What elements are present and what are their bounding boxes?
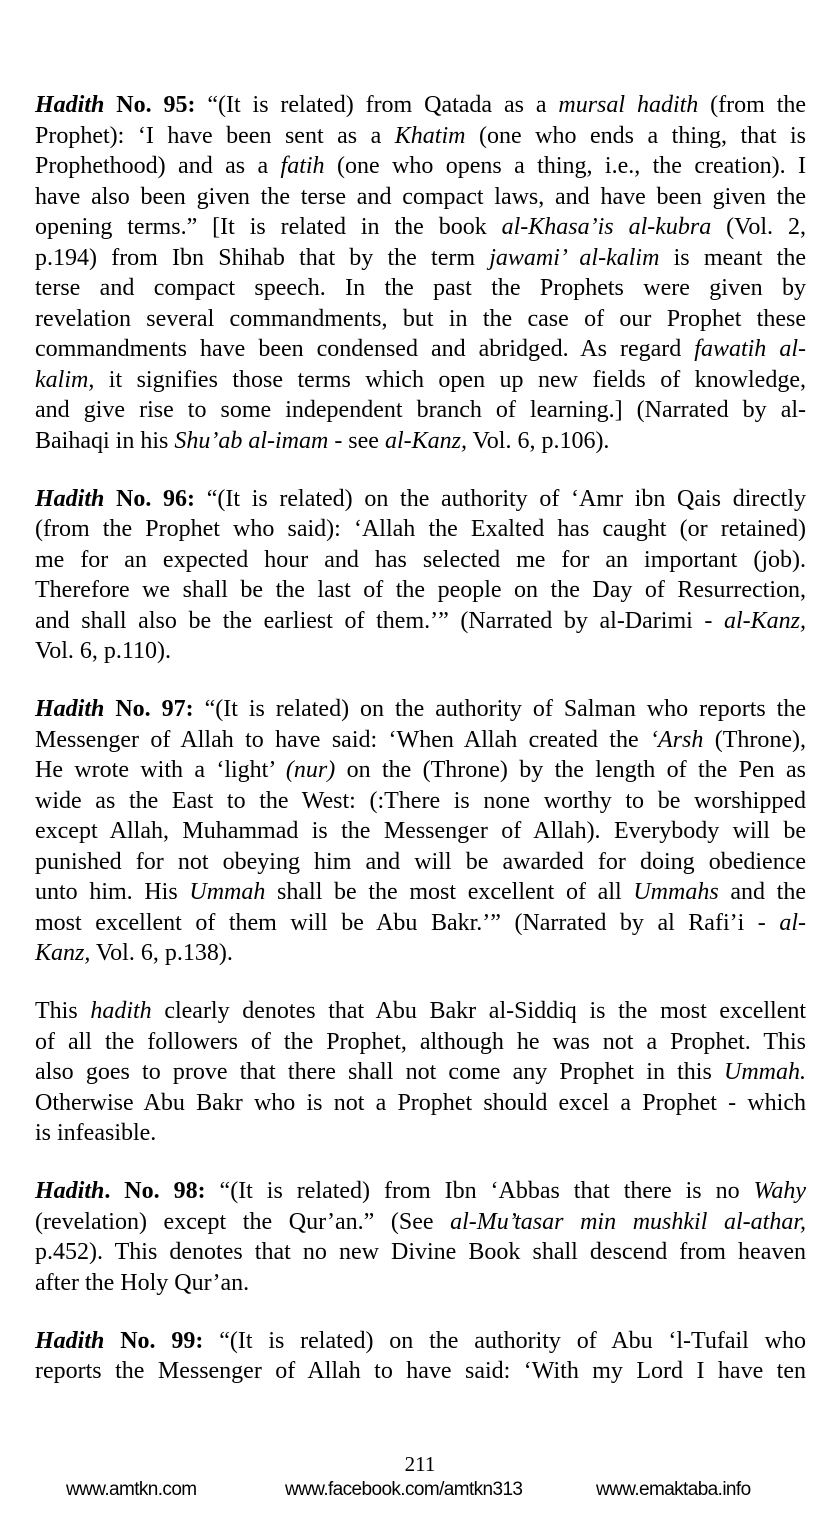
text-span: on the (Throne) by the length of the Pen as bbox=[335, 757, 806, 783]
text-span: Vol. 6, p.106). bbox=[466, 427, 610, 454]
text-span: - see bbox=[328, 427, 385, 454]
italic-term: (nur) bbox=[285, 757, 336, 783]
italic-term: fatih bbox=[280, 153, 325, 179]
hadith-label: Hadith bbox=[35, 1178, 105, 1204]
italic-term: Khatim bbox=[394, 122, 466, 149]
italic-term: Ummah. bbox=[724, 1059, 806, 1085]
italic-term: Shu’ab al-imam bbox=[174, 427, 329, 454]
hadith-number: No. 99: bbox=[104, 1327, 204, 1354]
text-line bbox=[35, 273, 806, 304]
italic-term: al-Kanz, bbox=[723, 607, 806, 634]
text-line bbox=[35, 847, 806, 878]
text-line bbox=[35, 395, 806, 426]
text-span: (one who opens a thing, i.e., the creation). I bbox=[324, 153, 806, 179]
italic-term: al- bbox=[779, 909, 806, 936]
text-line bbox=[35, 1268, 806, 1299]
text-span: wide as the East to the West: (:There is none worthy to be worshipped bbox=[35, 787, 806, 814]
text-span: Prophethood) and as a bbox=[35, 153, 281, 179]
text-line bbox=[35, 1237, 806, 1268]
italic-term: al-Mu’tasar min mushkil al-athar, bbox=[450, 1208, 806, 1235]
hadith-paragraph bbox=[35, 484, 806, 667]
text-line bbox=[35, 908, 806, 939]
text-span: Prophet): ‘I have been sent as a bbox=[35, 122, 395, 149]
hadith-number: No. 96: bbox=[104, 485, 196, 512]
italic-term: Kanz, bbox=[35, 940, 91, 966]
text-span: shall be the most excellent of all bbox=[265, 879, 634, 905]
text-line bbox=[35, 365, 806, 396]
text-line bbox=[35, 1088, 806, 1119]
hadith-label: Hadith bbox=[35, 696, 105, 722]
text-span: me for an expected hour and has selected me for an important (job). bbox=[35, 546, 806, 573]
italic-term: Wahy bbox=[753, 1178, 807, 1204]
text-span: punished for not obeying him and will be awarded for doing obedience bbox=[35, 848, 806, 875]
italic-term: fawatih al- bbox=[694, 336, 806, 362]
text-line bbox=[35, 514, 806, 545]
text-span: Baihaqi in his bbox=[35, 427, 175, 454]
text-span: and give rise to some independent branch of learning.] (Narrated by al- bbox=[35, 397, 806, 423]
italic-term: kalim, bbox=[35, 366, 95, 393]
text-line bbox=[35, 636, 806, 667]
hadith-paragraph bbox=[35, 996, 806, 1149]
text-span: opening terms.” [It is related in the book bbox=[35, 214, 502, 240]
italic-term: hadith bbox=[90, 998, 152, 1024]
text-span: He wrote with a ‘light’ bbox=[35, 757, 286, 783]
text-line bbox=[35, 725, 806, 756]
text-line bbox=[35, 121, 806, 152]
text-span: (revelation) except the Qur’an.” (See bbox=[35, 1208, 451, 1235]
document-body bbox=[35, 90, 806, 1414]
text-line bbox=[35, 243, 806, 274]
italic-term: jawami’ al-kalim bbox=[489, 244, 660, 271]
text-span: Therefore we shall be the last of the people on the Day of Resurrection, bbox=[35, 577, 806, 603]
hadith-paragraph bbox=[35, 1326, 806, 1387]
italic-term: Ummah bbox=[189, 879, 266, 905]
text-line bbox=[35, 786, 806, 817]
text-span: “(It is related) on the authority of Salman who reports the bbox=[193, 696, 806, 722]
text-line bbox=[35, 1176, 806, 1207]
text-line bbox=[35, 1118, 806, 1149]
hadith-number: No. 97: bbox=[104, 696, 194, 722]
text-span: “(It is related) on the authority of ‘Amr ibn Qais directly bbox=[195, 485, 806, 512]
italic-term: al-Khasa’is al-kubra bbox=[501, 214, 712, 240]
text-span: (one who ends a thing, that is bbox=[465, 122, 807, 149]
italic-term: al-Kanz, bbox=[384, 427, 467, 454]
footer-link-facebook[interactable]: www.facebook.com/amtkn313 bbox=[285, 1479, 523, 1500]
italic-term: ‘Arsh bbox=[649, 726, 704, 753]
hadith-label: Hadith bbox=[35, 1327, 105, 1354]
text-line bbox=[35, 1057, 806, 1088]
text-line bbox=[35, 996, 806, 1027]
text-span: after the Holy Qur’an. bbox=[35, 1269, 250, 1296]
text-span: also goes to prove that there shall not come any Prophet in this bbox=[35, 1059, 724, 1085]
text-line bbox=[35, 304, 806, 335]
text-span: (Throne), bbox=[703, 726, 807, 753]
hadith-paragraph bbox=[35, 1176, 806, 1298]
text-span: revelation several commandments, but in the case of our Prophet these bbox=[35, 305, 806, 332]
hadith-paragraph bbox=[35, 694, 806, 969]
text-line bbox=[35, 938, 806, 969]
text-span: p.452). This denotes that no new Divine Book shall descend from heaven bbox=[35, 1239, 806, 1265]
text-span: of all the followers of the Prophet, although he was not a Prophet. This bbox=[35, 1028, 806, 1055]
italic-term: mursal hadith bbox=[558, 92, 699, 118]
text-span: (Vol. 2, bbox=[711, 214, 806, 240]
text-span: and shall also be the earliest of them.’” (Narrated by al-Darimi - bbox=[35, 607, 724, 634]
text-line bbox=[35, 484, 806, 515]
text-line bbox=[35, 1027, 806, 1058]
text-span: it signifies those terms which open up new fields of knowledge, bbox=[94, 366, 806, 393]
text-line bbox=[35, 1326, 806, 1357]
text-span: “(It is related) on the authority of Abu ‘l-Tufail who bbox=[203, 1327, 807, 1354]
hadith-paragraph bbox=[35, 90, 806, 456]
text-line bbox=[35, 426, 806, 457]
text-line bbox=[35, 1356, 806, 1387]
text-span: p.194) from Ibn Shihab that by the term bbox=[35, 244, 490, 271]
footer-link-emaktaba[interactable]: www.emaktaba.info bbox=[596, 1479, 751, 1500]
text-line bbox=[35, 545, 806, 576]
text-line bbox=[35, 90, 806, 121]
page-number: 211 bbox=[404, 1452, 436, 1476]
text-span: commandments have been condensed and abridged. As regard bbox=[35, 336, 695, 362]
text-line bbox=[35, 575, 806, 606]
text-span: clearly denotes that Abu Bakr al-Siddiq is the most excellent bbox=[151, 998, 807, 1024]
text-span: Otherwise Abu Bakr who is not a Prophet should excel a Prophet - which bbox=[35, 1089, 806, 1116]
hadith-label: Hadith bbox=[35, 92, 105, 118]
text-line bbox=[35, 755, 806, 786]
footer-link-amtkn[interactable]: www.amtkn.com bbox=[66, 1479, 197, 1500]
text-span: and the bbox=[718, 879, 807, 905]
text-span: Vol. 6, p.138). bbox=[90, 940, 233, 966]
hadith-number: . No. 98: bbox=[104, 1178, 206, 1204]
hadith-label: Hadith bbox=[35, 485, 105, 512]
text-span: “(It is related) from Qatada as a bbox=[195, 92, 559, 118]
text-span: “(It is related) from Ibn ‘Abbas that there is no bbox=[205, 1178, 754, 1204]
text-span: unto him. His bbox=[35, 879, 190, 905]
italic-term: Ummahs bbox=[633, 879, 719, 905]
text-span: except Allah, Muhammad is the Messenger of Allah). Everybody will be bbox=[35, 818, 806, 844]
text-line bbox=[35, 606, 806, 637]
text-span: is infeasible. bbox=[35, 1120, 157, 1146]
text-line bbox=[35, 334, 806, 365]
hadith-number: No. 95: bbox=[104, 92, 196, 118]
text-line bbox=[35, 694, 806, 725]
text-line bbox=[35, 212, 806, 243]
text-span: Vol. 6, p.110). bbox=[35, 638, 172, 664]
text-line bbox=[35, 877, 806, 908]
text-line bbox=[35, 1207, 806, 1238]
text-span: (from the Prophet who said): ‘Allah the Exalted has caught (or retained) bbox=[35, 516, 806, 542]
text-span: most excellent of them will be Abu Bakr.’” (Narrated by al Rafi’i - bbox=[35, 909, 780, 936]
text-line bbox=[35, 151, 806, 182]
text-line bbox=[35, 182, 806, 213]
text-span: have also been given the terse and compact laws, and have been given the bbox=[35, 183, 806, 210]
text-span: This bbox=[35, 998, 91, 1024]
text-line bbox=[35, 816, 806, 847]
text-span: terse and compact speech. In the past the Prophets were given by bbox=[35, 275, 806, 301]
text-span: (from the bbox=[698, 92, 807, 118]
text-span: Messenger of Allah to have said: ‘When Allah created the bbox=[35, 726, 650, 753]
text-span: is meant the bbox=[659, 244, 806, 271]
text-span: reports the Messenger of Allah to have said: ‘With my Lord I have ten bbox=[35, 1358, 806, 1384]
